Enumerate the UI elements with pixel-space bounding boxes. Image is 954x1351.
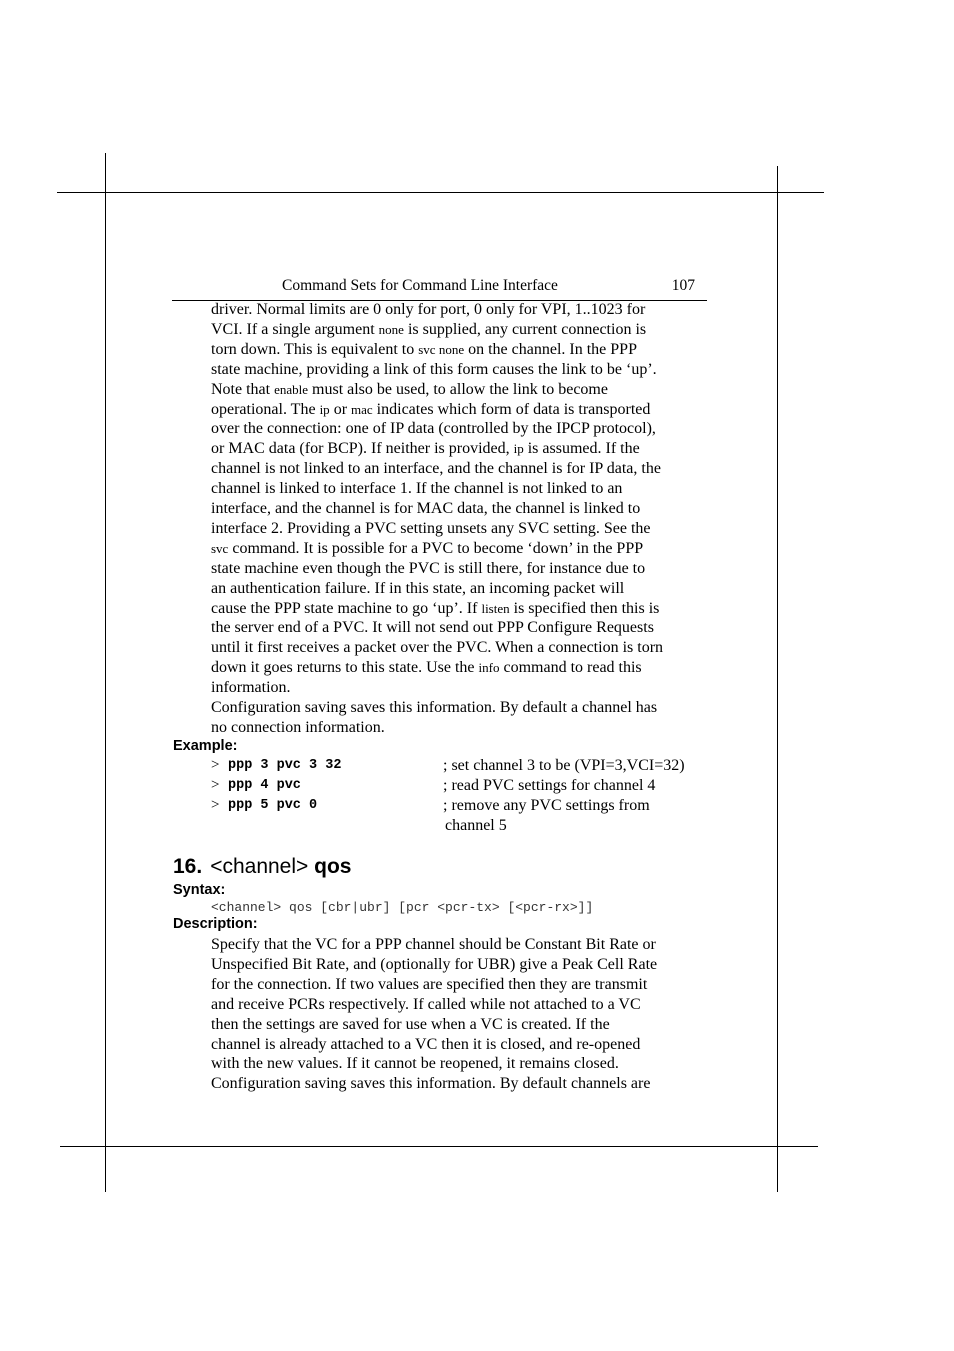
text-run: channel is linked to interface 1. If the channel is not linked to an <box>211 480 623 498</box>
paragraph-line: Specify that the VC for a PPP channel should be Constant Bit Rate or <box>211 936 656 953</box>
paragraph-line <box>211 618 654 638</box>
text-run: is assumed. If the <box>523 440 640 458</box>
description-label: Description: <box>173 916 258 932</box>
text-run: operational. The <box>211 400 320 418</box>
inline-keyword: mac <box>351 401 373 417</box>
text-run: is supplied, any current connection is <box>403 320 647 338</box>
paragraph-line <box>211 539 643 559</box>
example-prompt: > <box>211 797 220 813</box>
crop-mark-right-line <box>777 166 778 1192</box>
paragraph-line: Configuration saving saves this information. By default channels are <box>211 1075 651 1093</box>
text-run: or <box>329 400 352 418</box>
example-command: ppp 4 pvc <box>228 778 301 793</box>
paragraph-line: with the new values. If it cannot be reopened, it remains closed. <box>211 1055 619 1073</box>
text-run: an authentication failure. If in this state, an incoming packet will <box>211 579 625 597</box>
paragraph-line <box>211 320 646 340</box>
text-run: command. It is possible for a PVC to become ‘down’ in the PPP <box>228 539 644 557</box>
paragraph-line <box>211 459 661 479</box>
paragraph-line <box>211 419 656 439</box>
example-prompt: > <box>211 757 220 773</box>
running-head-title: Command Sets for Command Line Interface <box>282 277 558 294</box>
text-run: driver. Normal limits are 0 only for port, 0 only for VPI, 1..1023 for <box>211 301 646 318</box>
text-run: state machine even though the PVC is still there, for instance due to <box>211 559 646 577</box>
paragraph-line <box>211 638 663 658</box>
paragraph-line <box>211 400 650 420</box>
paragraph-line <box>211 718 385 738</box>
text-run: cause the PPP state machine to go ‘up’. If <box>211 599 482 617</box>
example-row <box>211 797 711 817</box>
text-run: interface, and the channel is for MAC data, the channel is linked to <box>211 500 641 517</box>
inline-keyword: listen <box>481 600 510 616</box>
paragraph-line <box>211 519 651 539</box>
text-run: indicates which form of data is transported <box>372 400 651 418</box>
paragraph-line <box>211 300 645 320</box>
syntax-line: <channel> qos [cbr|ubr] [pcr <pcr-tx> [<pcr-rx>]] <box>211 900 594 915</box>
paragraph-line <box>211 479 622 499</box>
paragraph-line <box>211 360 657 380</box>
section-keyword: qos <box>314 855 352 878</box>
example-comment-continuation: channel 5 <box>445 817 507 834</box>
text-run: no connection information. <box>211 718 385 736</box>
text-run: torn down. This is equivalent to <box>211 340 419 358</box>
paragraph-line <box>211 380 608 400</box>
example-label: Example: <box>173 738 238 754</box>
paragraph-line <box>211 439 640 459</box>
inline-keyword: enable <box>274 381 309 397</box>
inline-keyword: ip <box>513 441 524 457</box>
example-prompt: > <box>211 777 220 793</box>
inline-keyword: svc <box>211 540 229 556</box>
inline-keyword: none <box>378 321 404 337</box>
text-run: on the channel. In the PPP <box>464 340 637 358</box>
text-run: command to read this <box>499 659 642 677</box>
example-comment: ; read PVC settings for channel 4 <box>443 777 656 794</box>
paragraph-line: for the connection. If two values are specified then they are transmit <box>211 975 648 993</box>
paragraph-line: and receive PCRs respectively. If called while not attached to a VC <box>211 995 641 1013</box>
paragraph-line <box>211 559 645 579</box>
paragraph-line <box>211 579 624 599</box>
text-run: over the connection: one of IP data (controlled by the IPCP protocol), <box>211 420 656 438</box>
paragraph-line <box>211 658 642 678</box>
text-run: is specified then this is <box>509 599 660 617</box>
example-command: ppp 5 pvc 0 <box>228 798 318 813</box>
paragraph-line <box>211 340 637 360</box>
crop-mark-top-line <box>57 192 824 193</box>
text-run: Note that <box>211 380 275 398</box>
section-heading <box>173 855 351 879</box>
paragraph-line <box>211 698 657 718</box>
example-comment: ; set channel 3 to be (VPI=3,VCI=32) <box>443 757 685 774</box>
crop-mark-left-line <box>105 153 106 1192</box>
paragraph-line: then the settings are saved for use when a VC is created. If the <box>211 1015 610 1033</box>
paragraph-line <box>211 599 659 619</box>
example-row <box>211 757 711 777</box>
page-number: 107 <box>671 277 695 294</box>
paragraph-line <box>211 499 640 519</box>
text-run: down it goes returns to this state. Use the <box>211 659 479 677</box>
paragraph-line <box>211 678 291 698</box>
inline-keyword: svc none <box>418 341 465 357</box>
text-run: must also be used, to allow the link to become <box>308 380 608 398</box>
text-run: until it first receives a packet over the PVC. When a connection is torn <box>211 639 664 657</box>
text-run: or MAC data (for BCP). If neither is provided, <box>211 440 514 458</box>
text-run: VCI. If a single argument <box>211 320 379 338</box>
text-run: state machine, providing a link of this form causes the link to be ‘up’. <box>211 360 657 378</box>
paragraph-line: Unspecified Bit Rate, and (optionally for UBR) give a Peak Cell Rate <box>211 955 658 973</box>
text-run: interface 2. Providing a PVC setting unsets any SVC setting. See the <box>211 519 651 537</box>
text-run: Configuration saving saves this information. By default a channel has <box>211 699 658 716</box>
inline-keyword: ip <box>319 401 330 417</box>
text-run: channel is not linked to an interface, and the channel is for IP data, the <box>211 460 661 478</box>
inline-keyword: info <box>478 660 500 676</box>
example-row <box>211 777 711 797</box>
section-number: 16. <box>173 855 203 878</box>
text-run: the server end of a PVC. It will not send out PPP Configure Requests <box>211 619 654 637</box>
text-run: information. <box>211 679 291 697</box>
example-command: ppp 3 pvc 3 32 <box>228 758 342 773</box>
paragraph-line: channel is already attached to a VC then it is closed, and re-opened <box>211 1035 641 1053</box>
running-head <box>172 276 707 301</box>
section-argument: <channel> <box>210 855 309 878</box>
example-comment: ; remove any PVC settings from <box>443 797 650 814</box>
crop-mark-bottom-line <box>60 1146 818 1147</box>
syntax-label: Syntax: <box>173 882 226 898</box>
